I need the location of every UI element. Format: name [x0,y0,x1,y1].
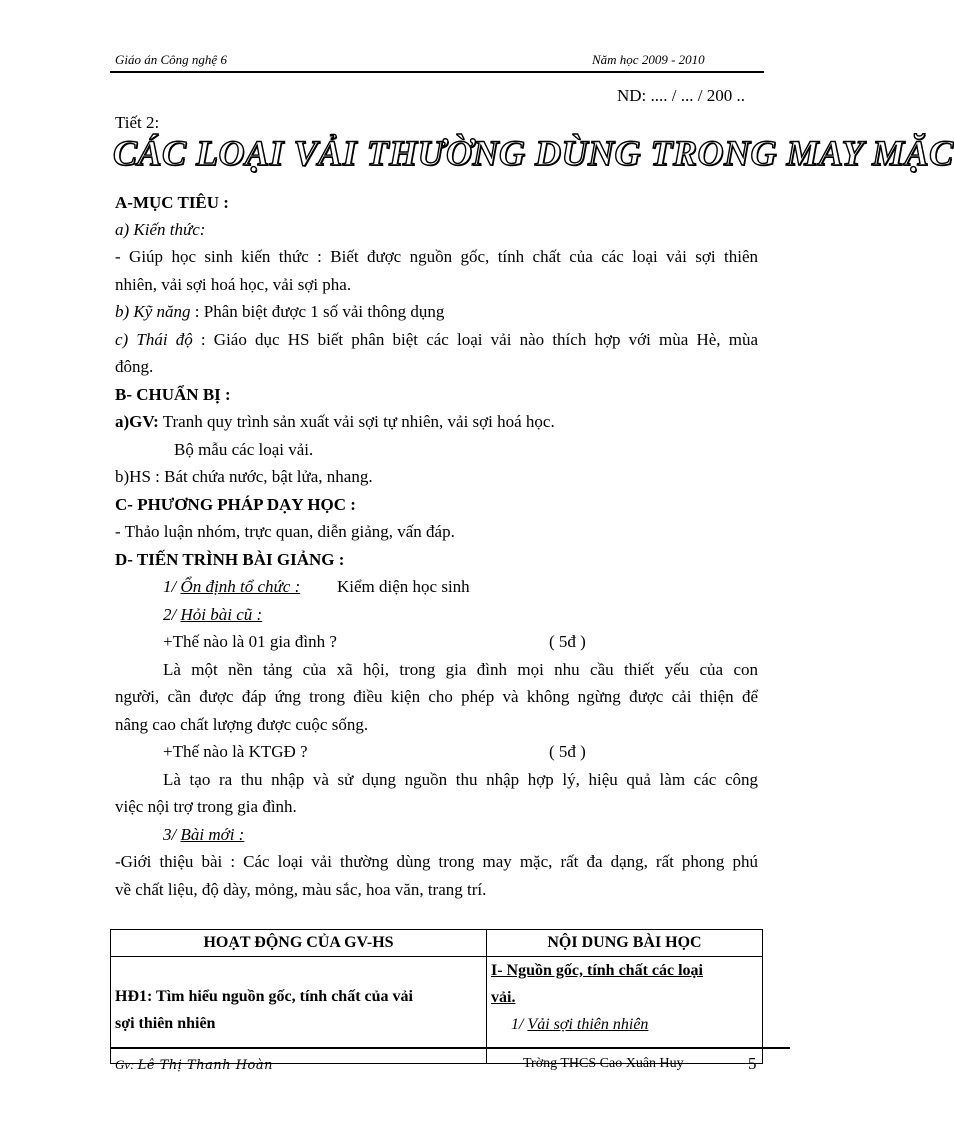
teacher-label: Gv: [115,1057,138,1072]
page-number: 5 [748,1054,757,1073]
skill-line [115,298,444,325]
footer-teacher [115,1057,273,1073]
answer-1-line-3: nâng cao chất lượng được cuộc sống. [115,715,369,734]
intro-line-2: về chất liệu, độ dày, mỏng, màu sắc, hoa văn, trang trí. [115,880,487,899]
header-left: Giáo án Công nghệ 6 [115,52,227,67]
content-subheading-label: Vải sợi thiên nhiên [527,1016,649,1033]
step-3-label: Bài mới : [180,825,245,844]
col-content-header: NỘI DUNG BÀI HỌC [487,930,763,957]
gv-text: Tranh quy trình sản xuất vải sợi tự nhiên, vải sợi hoá học. [158,412,555,431]
section-c-heading: C- PHƯƠNG PHÁP DẠY HỌC : [115,495,356,514]
attitude-label: c) Thái độ [115,330,193,349]
step-1-number: 1/ [163,577,181,596]
lesson-table [110,929,763,1064]
answer-1-line-2: người, cần được đáp ứng trong điều kiện cho phép và không ngừng được cải thiện để [115,687,758,706]
question-2-score: ( 5đ ) [549,742,586,761]
header-right: Năm học 2009 - 2010 [592,52,705,67]
teacher-name: Lê Thị Thanh Hoàn [137,1058,273,1073]
content-subheading-number: 1/ [511,1016,528,1033]
step-2 [163,601,262,628]
step-1-text: Kiểm diện học sinh [337,577,470,596]
attitude-line-2: đông. [115,357,154,376]
hs-label: b)HS : [115,467,160,486]
attitude-line-1 [115,326,758,353]
knowledge-line-2: nhiên, vải sợi hoá học, vải sợi pha. [115,275,352,294]
page-title: CÁC LOẠI VẢI THƯỜNG DÙNG TRONG MAY MẶC [113,133,954,173]
step-3-number: 3/ [163,825,181,844]
table-header-row [111,930,763,957]
question-1: +Thế nào là 01 gia đình ? [163,632,337,651]
knowledge-line-1: - Giúp học sinh kiến thức : Biết được nguồn gốc, tính chất của các loại vải sợi thiên [115,247,758,266]
header-rule [110,71,764,73]
question-2: +Thế nào là KTGĐ ? [163,742,308,761]
hs-line [115,463,373,490]
lesson-number: Tiết 2: [115,113,160,132]
gv-line-2: Bộ mẫu các loại vải. [174,440,314,459]
step-1 [163,573,300,600]
skill-text: : Phân biệt được 1 số vải thông dụng [190,302,445,321]
skill-label: b) Kỹ năng [115,302,191,321]
step-3 [163,821,244,848]
intro-line-1: -Giới thiệu bài : Các loại vải thường dùng trong may mặc, rất đa dạng, rất phong phú [115,852,758,871]
step-2-number: 2/ [163,605,181,624]
activity-line-2: sợi thiên nhiên [115,1015,216,1032]
footer-school: Trờng THCS Cao Xuân Huy [523,1056,684,1071]
gv-label: a)GV: [115,412,159,431]
attitude-text: : Giáo dục HS biết phân biệt các loại vải nào thích hợp với mùa Hè, mùa [192,330,758,349]
date-line: ND: .... / ... / 200 .. [617,86,745,105]
answer-1-line-1: Là một nền tảng của xã hội, trong gia đình mọi nhu cầu thiết yếu của con [163,660,758,679]
step-2-label: Hỏi bài cũ : [180,605,263,624]
answer-2-line-1: Là tạo ra thu nhập và sử dụng nguồn thu nhập hợp lý, hiệu quả làm các công [163,770,758,789]
content-heading-line-2: vải. [491,989,516,1006]
content-heading-line-1: I- Nguồn gốc, tính chất các loại [491,962,703,979]
section-d-heading: D- TIẾN TRÌNH BÀI GIẢNG : [115,550,345,569]
step-1-label: Ổn định tổ chức : [180,577,301,596]
gv-line-1 [115,408,555,435]
section-a-heading: A-MỤC TIÊU : [115,193,229,212]
col-activity-header: HOẠT ĐỘNG CỦA GV-HS [111,930,487,957]
activity-line-1: HĐ1: Tìm hiểu nguồn gốc, tính chất của vải [115,988,413,1005]
method-line: - Thảo luận nhóm, trực quan, diễn giảng, vấn đáp. [115,522,455,541]
knowledge-label: a) Kiến thức: [115,220,206,239]
hs-text: Bát chứa nước, bật lửa, nhang. [159,467,373,486]
answer-2-line-2: việc nội trợ trong gia đình. [115,797,297,816]
question-1-score: ( 5đ ) [549,632,586,651]
section-b-heading: B- CHUẨN BỊ : [115,385,231,404]
content-subheading [491,1011,758,1038]
footer-rule [110,1047,790,1049]
